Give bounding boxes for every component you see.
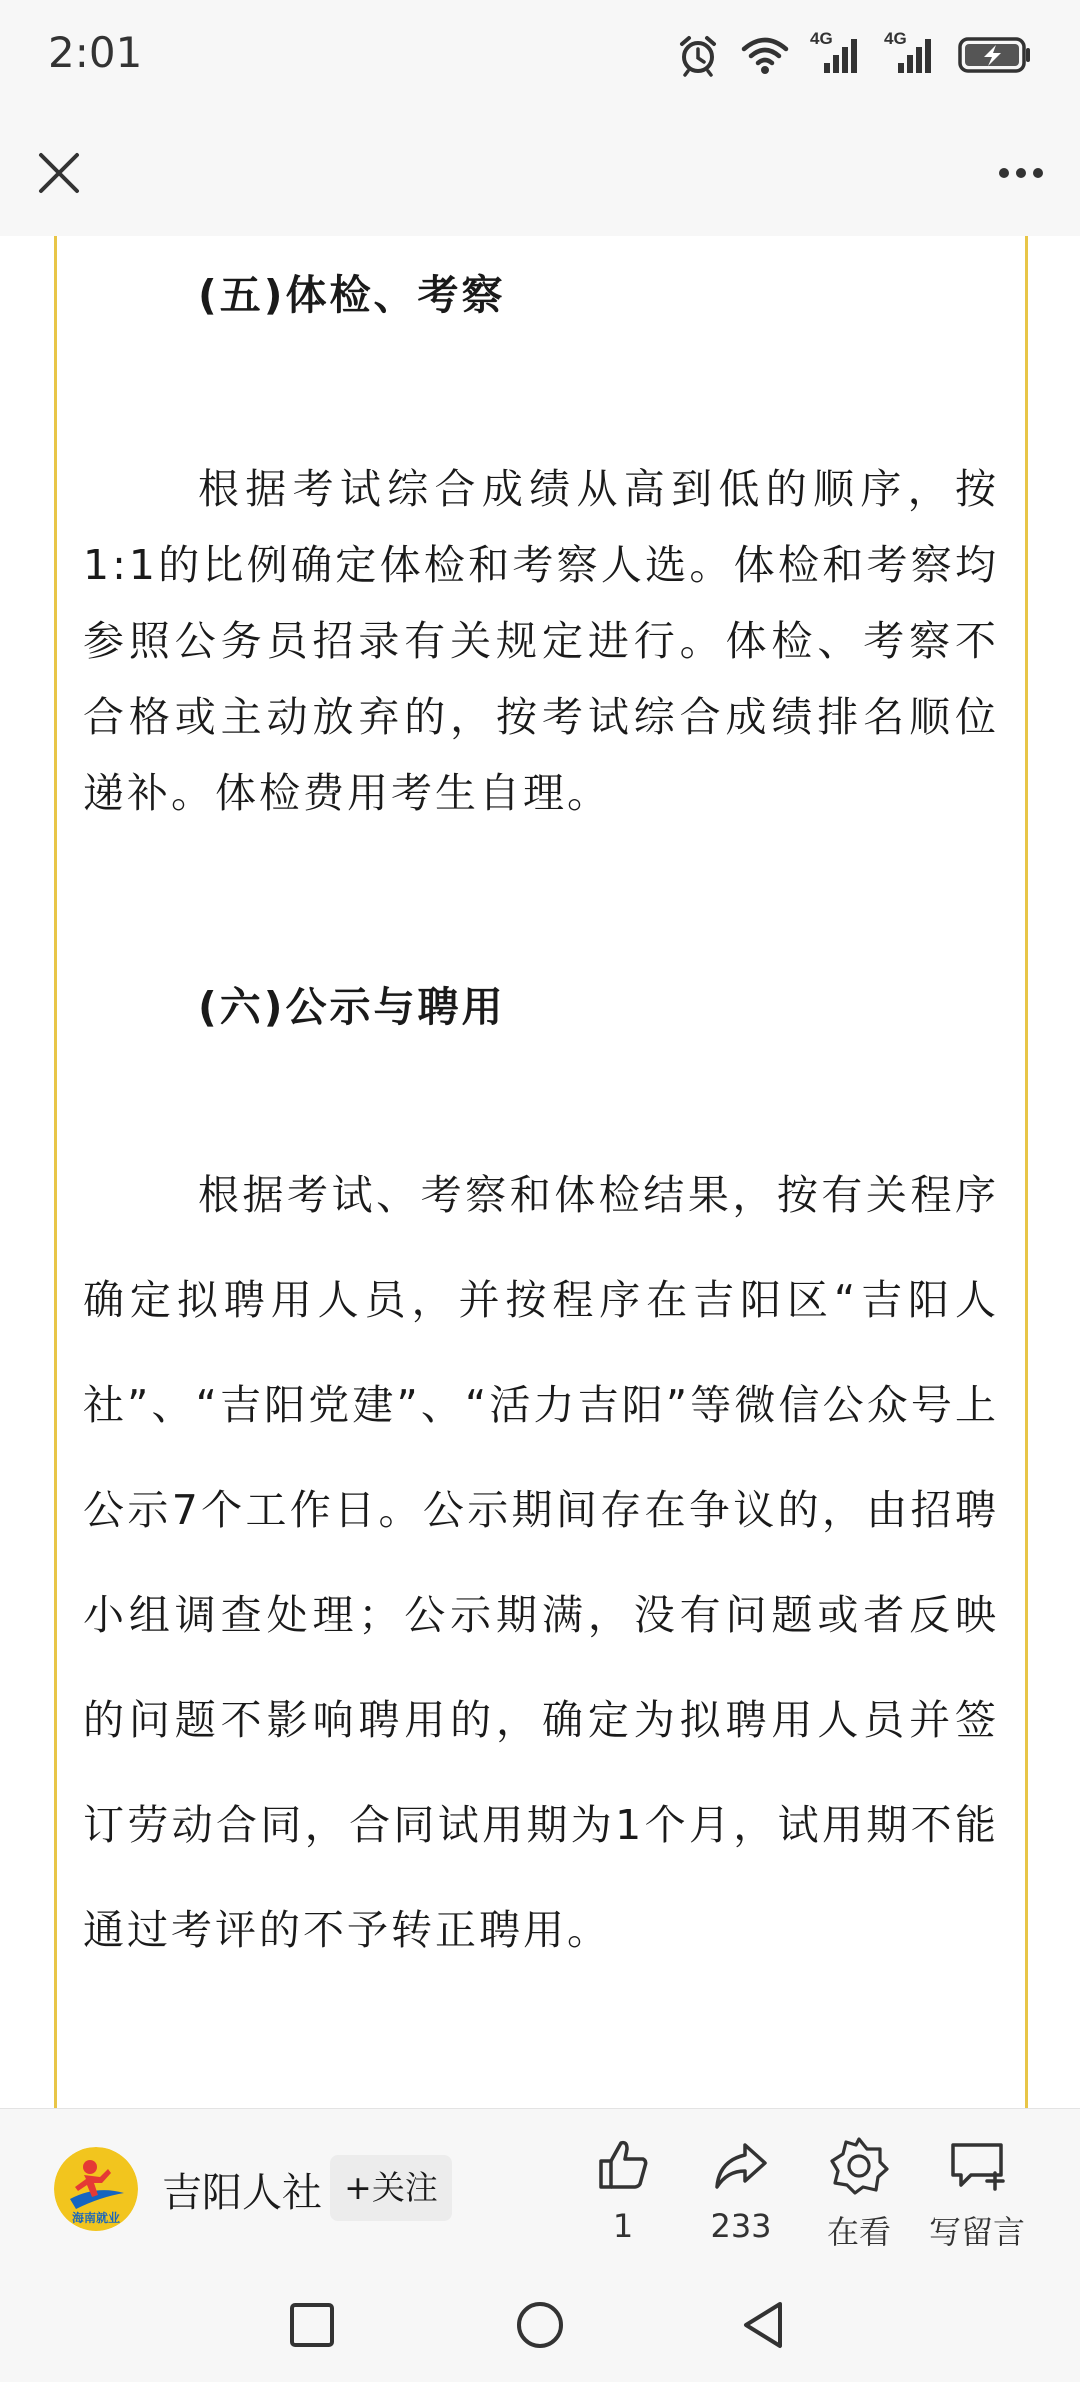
like-count: 1 bbox=[612, 2207, 634, 2245]
recents-button[interactable] bbox=[277, 2290, 347, 2360]
paragraph-5: 根据考试综合成绩从高到低的顺序，按1:1的比例确定体检和考察人选。体检和考察均参照公务员招录有关规定进行。体检、考察不合格或主动放弃的，按考试综合成绩排名顺位递补。体检费用考生自理。 bbox=[83, 465, 999, 817]
article-content[interactable] bbox=[0, 236, 1080, 2108]
comment-label: 写留言 bbox=[928, 2213, 1025, 2251]
recents-icon bbox=[277, 2290, 347, 2360]
share-count: 233 bbox=[710, 2207, 772, 2245]
like-button[interactable] bbox=[568, 2135, 678, 2245]
frame-border-right bbox=[1025, 236, 1028, 2108]
status-icons bbox=[676, 30, 1032, 80]
system-nav-bar bbox=[0, 2268, 1080, 2382]
home-button[interactable] bbox=[505, 2290, 575, 2360]
close-icon bbox=[26, 140, 92, 206]
close-button[interactable] bbox=[26, 140, 92, 206]
paragraph-6: 根据考试、考察和体检结果，按有关程序确定拟聘用人员，并按程序在吉阳区“吉阳人社”、“吉阳党建”、“活力吉阳”等微信公众号上公示7个工作日。公示期间存在争议的，由招聘小组调查处理；公示期满，没有问题或者反映的问题不影响聘用的，确定为拟聘用人员并签订劳动合同，合同试用期为1个月，试用期不能通过考评的不予转正聘用。 bbox=[83, 1171, 999, 1954]
comment-icon bbox=[947, 2135, 1007, 2195]
share-arrow-icon bbox=[711, 2135, 771, 2195]
signal-4g-icon: 4G bbox=[884, 33, 938, 77]
svg-text:海南就业: 海南就业 bbox=[71, 2211, 121, 2225]
watching-button[interactable] bbox=[804, 2135, 914, 2253]
share-button[interactable] bbox=[686, 2135, 796, 2245]
comment-button[interactable] bbox=[922, 2135, 1032, 2253]
watching-star-icon bbox=[829, 2135, 889, 2195]
avatar[interactable] bbox=[54, 2147, 138, 2231]
battery-charging-icon bbox=[958, 33, 1032, 77]
follow-button[interactable]: +关注 bbox=[330, 2155, 452, 2221]
top-nav-bar bbox=[0, 112, 1080, 237]
signal-4g-icon: 4G bbox=[810, 33, 864, 77]
status-bar bbox=[0, 0, 1080, 112]
account-logo-icon bbox=[54, 2147, 138, 2231]
section-heading-6: (六)公示与聘用 bbox=[198, 983, 506, 1031]
alarm-icon bbox=[676, 33, 720, 77]
wifi-icon bbox=[740, 33, 790, 77]
thumbs-up-icon bbox=[593, 2135, 653, 2195]
more-icon bbox=[988, 140, 1054, 206]
account-name[interactable]: 吉阳人社 bbox=[162, 2170, 322, 2216]
back-button[interactable] bbox=[728, 2290, 798, 2360]
home-icon bbox=[505, 2290, 575, 2360]
section-heading-5: (五)体检、考察 bbox=[198, 271, 506, 319]
watching-label: 在看 bbox=[826, 2213, 891, 2251]
more-options-button[interactable] bbox=[988, 140, 1054, 206]
frame-border-left bbox=[54, 236, 57, 2108]
back-icon bbox=[728, 2290, 798, 2360]
bottom-action-bar bbox=[0, 2108, 1080, 2269]
status-time: 2:01 bbox=[48, 28, 143, 77]
